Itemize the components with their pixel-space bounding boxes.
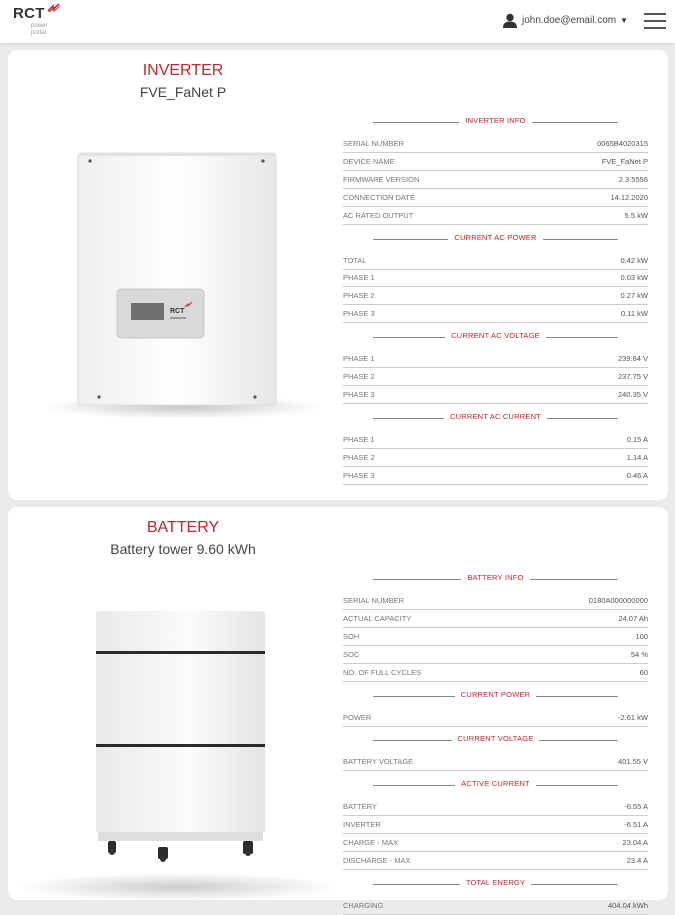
row-value: 0065B4020315 xyxy=(597,139,648,148)
row-value: 240.35 V xyxy=(617,389,648,399)
info-row xyxy=(343,269,648,287)
inverter-image xyxy=(58,145,348,420)
chevron-down-icon: ▼ xyxy=(620,16,629,25)
row-value: 404.04 kWh xyxy=(607,900,648,910)
section-header xyxy=(343,734,648,746)
row-label: FIRMWARE VERSION xyxy=(343,174,420,184)
info-row xyxy=(343,153,648,171)
info-row xyxy=(343,449,648,467)
row-label: PHASE 1 xyxy=(343,273,375,283)
section-title: ACTIVE CURRENT xyxy=(455,779,536,788)
row-value: 2.3.5556 xyxy=(618,174,648,184)
row-label: INVERTER xyxy=(343,820,381,830)
row-label: PHASE 3 xyxy=(343,389,375,399)
battery-title: BATTERY xyxy=(146,519,220,536)
info-row xyxy=(343,171,648,189)
section-header xyxy=(343,331,648,343)
info-row xyxy=(343,628,648,646)
section-title: INVERTER INFO xyxy=(459,116,531,125)
section-header xyxy=(343,412,648,424)
battery-card xyxy=(8,507,668,910)
row-label: SERIAL NUMBER xyxy=(343,596,404,605)
info-row xyxy=(343,897,648,915)
section-title: CURRENT AC CURRENT xyxy=(444,412,547,421)
row-label: SERIAL NUMBER xyxy=(343,139,404,148)
row-label: PHASE 1 xyxy=(343,434,375,444)
row-value: 54 % xyxy=(630,649,648,659)
info-row xyxy=(343,350,648,368)
row-label: PHASE 3 xyxy=(343,470,375,480)
inverter-name: FVE_FaNet P xyxy=(139,84,227,100)
section-title: CURRENT VOLTAGE xyxy=(452,734,540,743)
row-label: DISCHARGE - MAX xyxy=(343,856,411,865)
logo-flash-icon xyxy=(47,3,61,13)
row-value: 0.03 kW xyxy=(620,273,648,283)
row-value: 0.11 kW xyxy=(621,309,648,319)
info-row xyxy=(343,305,648,323)
info-row xyxy=(343,467,648,485)
info-row xyxy=(343,135,648,153)
row-value: 237.75 V xyxy=(617,372,648,381)
section-title: CURRENT AC POWER xyxy=(448,233,542,242)
info-row xyxy=(343,798,648,816)
top-bar xyxy=(0,0,675,43)
row-value: FVE_FaNet P xyxy=(601,156,648,166)
section-header xyxy=(343,233,648,245)
row-value: 24.07 Ah xyxy=(618,613,648,623)
row-label: PHASE 2 xyxy=(343,452,375,462)
row-label: DEVICE NAME xyxy=(343,156,395,166)
user-email: john.doe@email.com xyxy=(522,15,617,26)
row-label: CHARGE - MAX xyxy=(343,838,399,848)
row-label: PHASE 3 xyxy=(343,309,375,319)
row-label: BATTERY xyxy=(343,802,377,812)
info-row xyxy=(343,252,648,270)
row-value: 60 xyxy=(639,667,648,677)
row-value: -6.51 A xyxy=(624,820,648,830)
info-row xyxy=(343,287,648,305)
row-label: PHASE 2 xyxy=(343,372,375,381)
row-value: 0.15 A xyxy=(626,434,648,444)
hamburger-menu-icon[interactable] xyxy=(644,13,666,30)
user-icon xyxy=(503,13,517,28)
row-value: 0180A000000000 xyxy=(588,596,648,605)
row-label: CHARGING xyxy=(343,900,384,910)
info-row xyxy=(343,852,648,870)
section-header xyxy=(343,573,648,585)
info-row xyxy=(343,646,648,664)
row-label: SOH xyxy=(343,631,360,641)
row-label: ACTUAL CAPACITY xyxy=(343,613,412,623)
battery-name: Battery tower 9.60 kWh xyxy=(110,541,256,557)
row-value: 5.5 kW xyxy=(624,210,648,220)
row-value: -2.61 kW xyxy=(617,712,648,722)
section-header xyxy=(343,116,648,128)
row-value: 100 xyxy=(635,631,648,641)
row-label: PHASE 2 xyxy=(343,291,375,301)
row-value: 0.42 kW xyxy=(620,255,648,265)
info-row xyxy=(343,664,648,682)
row-label: NO. OF FULL CYCLES xyxy=(343,667,422,677)
info-row xyxy=(343,431,648,449)
row-value: -6.55 A xyxy=(624,802,648,812)
row-label: BATTERY VOLTAGE xyxy=(343,757,414,767)
info-row xyxy=(343,753,648,771)
row-label: TOTAL xyxy=(343,255,367,265)
battery-image xyxy=(8,597,348,900)
row-value: 239.84 V xyxy=(617,354,648,364)
info-row xyxy=(343,816,648,834)
logo-brand: RCT xyxy=(13,5,45,22)
row-value: 23.4 A xyxy=(626,856,648,865)
row-label: CONNECTION DATE xyxy=(343,192,415,202)
row-label: POWER xyxy=(343,712,372,722)
logo-subtitle: power portal xyxy=(31,23,48,36)
user-menu[interactable] xyxy=(503,13,628,28)
row-value: 0.46 A xyxy=(626,470,648,480)
info-row xyxy=(343,368,648,386)
row-value: 14.12.2020 xyxy=(610,192,648,202)
rct-logo[interactable] xyxy=(13,5,48,36)
row-label: SOC xyxy=(343,649,360,659)
info-row xyxy=(343,610,648,628)
section-title: BATTERY INFO xyxy=(461,573,529,582)
inverter-card xyxy=(8,50,668,500)
row-value: 0.27 kW xyxy=(620,291,648,301)
section-header xyxy=(343,690,648,702)
info-row xyxy=(343,386,648,404)
inverter-title: INVERTER xyxy=(142,62,224,79)
row-value: 1.14 A xyxy=(626,452,648,462)
row-label: PHASE 1 xyxy=(343,354,375,364)
info-row xyxy=(343,592,648,610)
section-title: TOTAL ENERGY xyxy=(460,878,531,887)
section-header xyxy=(343,878,648,890)
row-value: 23.04 A xyxy=(622,838,648,848)
section-title: CURRENT POWER xyxy=(455,690,537,699)
info-row xyxy=(343,207,648,225)
info-row xyxy=(343,709,648,727)
row-value: 401.55 V xyxy=(617,757,648,767)
section-header xyxy=(343,779,648,791)
info-row xyxy=(343,834,648,852)
info-row xyxy=(343,189,648,207)
section-title: CURRENT AC VOLTAGE xyxy=(445,331,546,340)
row-label: AC RATED OUTPUT xyxy=(343,210,414,220)
svg-text:RCT: RCT xyxy=(170,308,185,315)
